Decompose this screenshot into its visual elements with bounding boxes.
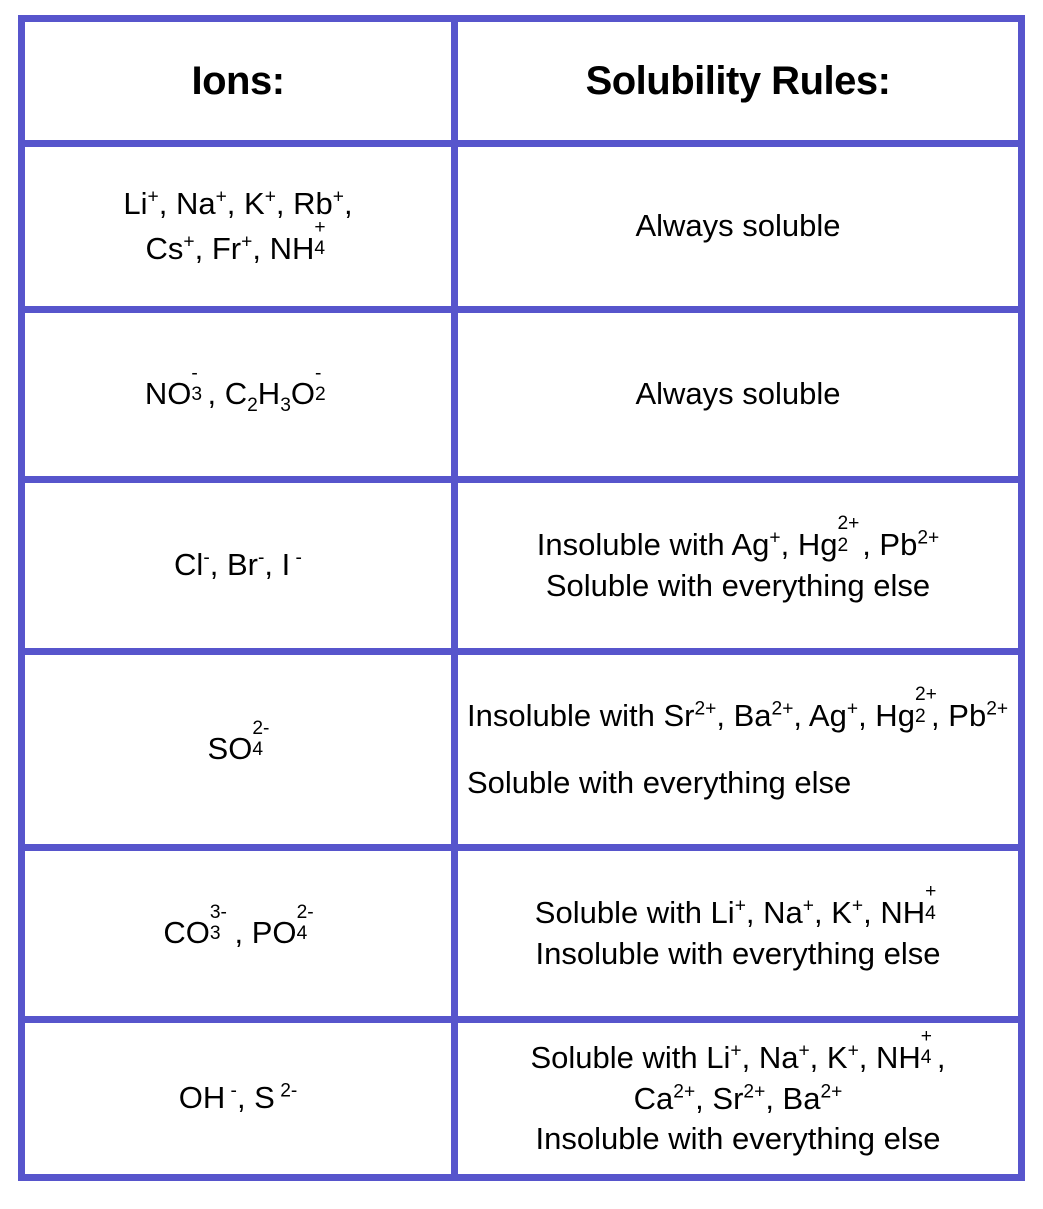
rule-statement xyxy=(467,684,1009,804)
rule-line: Soluble with everything else xyxy=(545,568,931,603)
rule-line: Always soluble xyxy=(635,376,841,412)
table-row xyxy=(25,483,1018,655)
header-label-ions: Ions: xyxy=(191,58,285,103)
rule-statement xyxy=(635,206,840,247)
table-header-row xyxy=(25,22,1018,147)
rule-line: $Ca^{2+}$, $Sr^{2+}$, $Ba^{2+}$ xyxy=(633,1080,843,1116)
table-row xyxy=(25,1023,1018,1174)
table-row xyxy=(25,313,1018,483)
rule-line: Soluble with Li+, Na+, K+, NH + 4 xyxy=(534,881,937,931)
ions-cell xyxy=(25,1023,458,1174)
rules-cell xyxy=(458,851,1018,1016)
header-label-rules: Solubility Rules: xyxy=(585,58,891,103)
header-cell-ions xyxy=(25,22,458,140)
rule-line: Insoluble with Ag+, Hg 2+ 2 , $Pb^{2+}$ xyxy=(536,513,940,563)
ion-formula-list: OH -, S $^{2-}$ xyxy=(178,1080,298,1116)
rules-cell xyxy=(458,313,1018,476)
ions-cell xyxy=(25,483,458,648)
ions-cell xyxy=(25,851,458,1016)
ion-formula-list: Cl-, Br-, I - xyxy=(174,547,302,583)
rule-statement xyxy=(530,1026,946,1161)
rule-statement xyxy=(534,881,941,975)
rule-statement xyxy=(536,513,940,607)
ion-formula-list: Li+, Na+, K+, Rb+, Cs+, Fr+, NH + 4 xyxy=(123,186,353,266)
table-row xyxy=(25,851,1018,1023)
rules-cell xyxy=(458,483,1018,648)
solubility-rules-table xyxy=(18,15,1025,1181)
table-row xyxy=(25,655,1018,851)
ions-cell xyxy=(25,313,458,476)
ions-cell xyxy=(25,655,458,844)
rule-line: Insoluble with everything else xyxy=(535,1121,941,1157)
rule-statement xyxy=(635,374,840,415)
rule-line: Insoluble with $Sr^{2+}$, $Ba^{2+}$, Ag+, Hg 2+ 2 , $Pb^{2+}$ xyxy=(467,684,1009,734)
rule-line: Always soluble xyxy=(635,208,841,244)
header-cell-rules xyxy=(458,22,1018,140)
rule-line: Soluble with Li+, Na+, K+, NH + 4 , xyxy=(530,1026,946,1075)
ion-formula-list: CO 3- 3 , PO 2- 4 xyxy=(163,901,314,951)
rule-line: Soluble with everything else xyxy=(467,765,852,800)
ion-formula-list: NO - 3 , $C_2H_3O$ - 2 xyxy=(144,362,326,417)
ions-cell xyxy=(25,147,458,306)
rules-cell xyxy=(458,147,1018,306)
rules-cell xyxy=(458,1023,1018,1174)
ion-formula-list: SO 2- 4 xyxy=(207,717,270,767)
rule-line: Insoluble with everything else xyxy=(535,936,941,971)
table-row xyxy=(25,147,1018,313)
rules-cell xyxy=(458,655,1018,844)
